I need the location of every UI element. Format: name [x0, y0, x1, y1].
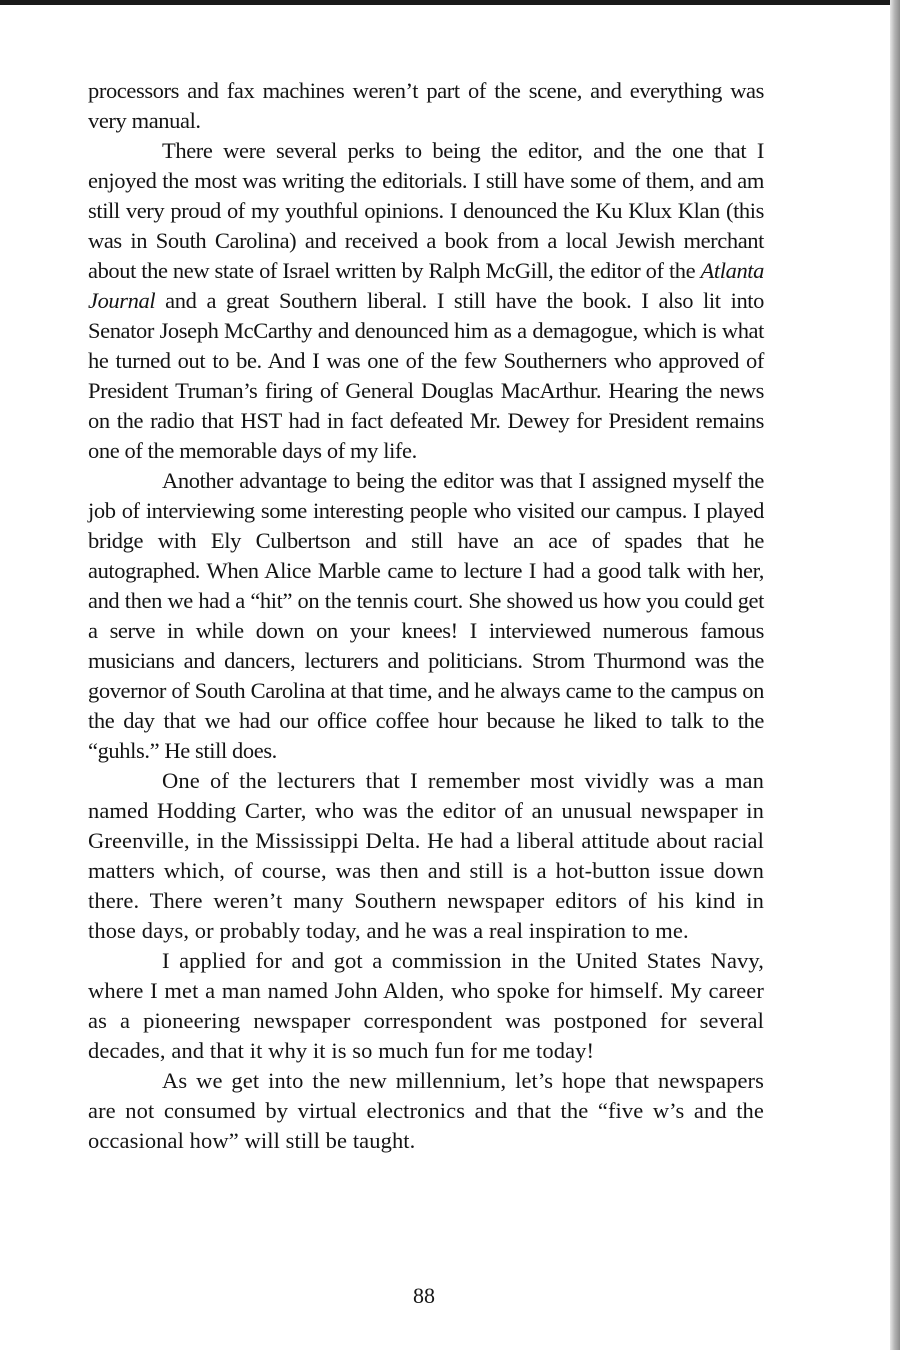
paragraph-editorials	[88, 136, 764, 466]
paragraph-text: processors and fax machines weren’t part of the scene, and everything was very manual.	[88, 78, 764, 133]
paragraph-interviews	[88, 466, 764, 766]
top-edge-rule	[0, 0, 900, 5]
paragraph-text: There were several perks to being the editor, and the one that I enjoyed the most was writing the editorials. I still have some of them, and am still very proud of my youthful opinions. I denounced the Ku Klux Klan (this was in South Carolina) and received a book from a local Jewish merchant about the new state of Israel written by Ralph McGill, the editor of the	[88, 138, 764, 283]
paragraph-millennium	[88, 1066, 764, 1156]
paragraph-navy	[88, 946, 764, 1066]
paragraph-hodding-carter	[88, 766, 764, 946]
paragraph-text: I applied for and got a commission in the United States Navy, where I met a man named John Alden, who spoke for himself. My career as a pioneering newspaper correspondent was postponed for several decades, and that it why it is so much fun for me today!	[88, 948, 764, 1063]
newspaper-title-italic: Atlanta Journal	[88, 258, 764, 313]
paragraph-text: As we get into the new millennium, let’s hope that newspapers are not consumed by virtual electronics and that the “five w’s and the occasional how” will still be taught.	[88, 1068, 764, 1153]
paragraph-continued	[88, 76, 764, 136]
paragraph-text: Another advantage to being the editor was that I assigned myself the job of interviewing some interesting people who visited our campus. I played bridge with Ely Culbertson and still have an ace of spades that he autographed. When Alice Marble came to lecture I had a good talk with her, and then we had a “hit” on the tennis court. She showed us how you could get a serve in while down on your knees! I interviewed numerous famous musicians and dancers, lecturers and politicians. Strom Thurmond was the governor of South Carolina at that time, and he always came to the campus on the day that we had our office coffee hour because he liked to talk to the “guhls.” He still does.	[88, 468, 764, 763]
page-number: 88	[413, 1283, 435, 1308]
paragraph-text: One of the lecturers that I remember most vividly was a man named Hodding Carter, who was the editor of an unusual newspaper in Greenville, in the Mississippi Delta. He had a liberal attitude about racial matters which, of course, was then and still is a hot-button issue down there. There weren’t many Southern newspaper editors of his kind in those days, or probably today, and he was a real inspiration to me.	[88, 768, 764, 943]
body-text	[88, 76, 764, 1156]
paragraph-text: and a great Southern liberal. I still have the book. I also lit into Senator Joseph McCarthy and denounced him as a demagogue, which is what he turned out to be. And I was one of the few Southerners who approved of President Truman’s firing of General Douglas MacArthur. Hearing the news on the radio that HST had in fact defeated Mr. Dewey for President remains one of the memorable days of my life.	[88, 288, 764, 463]
page-edge-shadow	[890, 0, 900, 1350]
